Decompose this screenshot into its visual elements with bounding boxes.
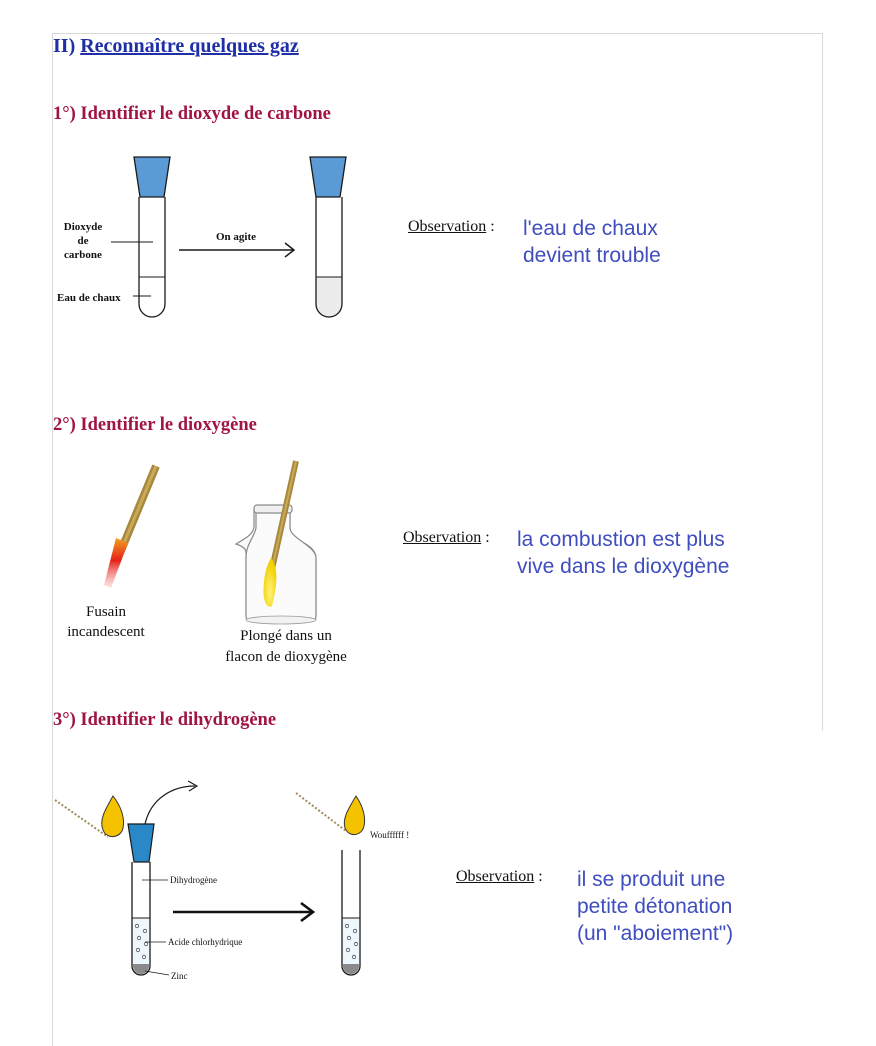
- glowing-ember: [104, 538, 128, 588]
- observation-label-1: [408, 218, 495, 236]
- observation-text-3: [577, 866, 733, 947]
- exclamation-label: Wouffffff !: [370, 830, 410, 840]
- flame-right: [344, 796, 364, 835]
- left-caption-2: incandescent: [67, 624, 145, 640]
- label-zinc: Zinc: [171, 971, 188, 981]
- label-h2: Dihydrogène: [170, 875, 217, 885]
- curved-arrow: [145, 786, 195, 824]
- section-2-heading: 2°) Identifier le dioxygène: [53, 415, 257, 435]
- cloudy-liquid: [316, 277, 342, 317]
- observation-line: (un "aboiement"): [577, 922, 734, 945]
- observation-line: la combustion est plus: [517, 528, 725, 551]
- observation-text-2: [517, 526, 729, 580]
- arrow-label: On agite: [215, 231, 257, 243]
- observation-colon-1: :: [490, 218, 495, 235]
- observation-word-1: Observation: [408, 218, 487, 235]
- observation-line: il se produit une: [577, 868, 726, 891]
- stopper-h2: [128, 824, 154, 862]
- observation-colon-2: :: [485, 529, 490, 546]
- right-caption-2: flacon de dioxygène: [225, 649, 347, 665]
- test-tube-left: [139, 197, 165, 317]
- observation-label-3: [456, 868, 543, 886]
- left-caption-1: Fusain: [85, 604, 127, 620]
- observation-line: vive dans le dioxygène: [517, 555, 730, 578]
- h2-test-figure: [53, 776, 423, 991]
- observation-word-3: Observation: [456, 868, 535, 885]
- title-number: II): [53, 35, 76, 57]
- right-caption-1: Plongé dans un: [240, 628, 332, 644]
- observation-text-1: [523, 215, 661, 269]
- observation-word-2: Observation: [403, 529, 482, 546]
- observation-colon-3: :: [538, 868, 543, 885]
- observation-line: l'eau de chaux: [523, 217, 658, 240]
- frame-border-right: [822, 33, 823, 730]
- observation-line: devient trouble: [523, 244, 661, 267]
- label-gas-2: de: [77, 235, 89, 247]
- observation-label-2: [403, 529, 490, 547]
- o2-test-figure: [58, 458, 368, 673]
- match-left: [55, 800, 108, 837]
- match-right: [296, 793, 346, 831]
- section-3-heading: 3°) Identifier le dihydrogène: [53, 710, 277, 730]
- flame-left: [102, 796, 124, 837]
- title-text: Reconnaître quelques gaz: [80, 35, 299, 57]
- stopper-right: [310, 157, 346, 197]
- stopper-left: [134, 157, 170, 197]
- label-liquid: Eau de chaux: [57, 292, 121, 304]
- label-gas-3: carbone: [64, 249, 102, 261]
- section-1-heading: 1°) Identifier le dioxyde de carbone: [53, 104, 331, 124]
- label-gas-1: Dioxyde: [63, 221, 103, 233]
- label-acid: Acide chlorhydrique: [168, 937, 243, 947]
- co2-test-figure: [53, 150, 373, 330]
- frame-border-top: [52, 33, 823, 34]
- observation-line: petite détonation: [577, 895, 733, 918]
- page-title: [53, 35, 299, 58]
